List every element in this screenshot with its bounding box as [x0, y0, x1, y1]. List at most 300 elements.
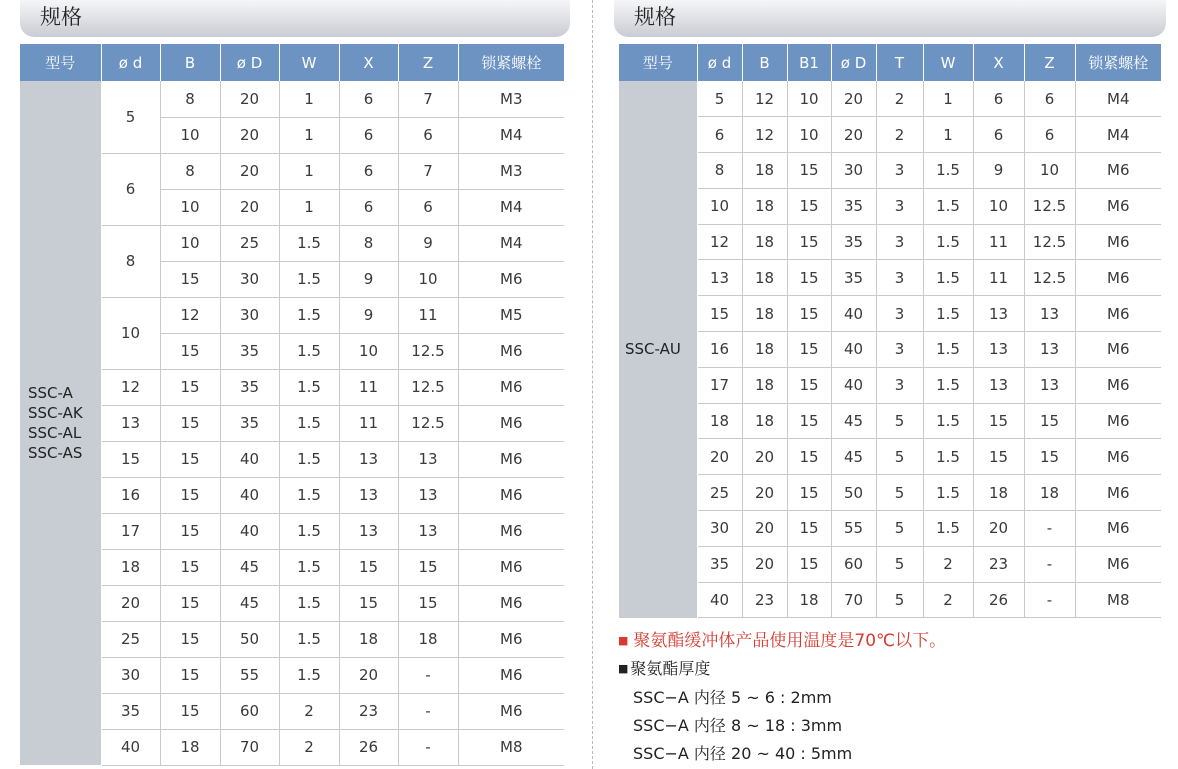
- table-cell: 35: [831, 224, 876, 260]
- table-cell: 6: [339, 153, 398, 189]
- table-cell: 12.5: [398, 369, 458, 405]
- table-cell: 25: [220, 225, 279, 261]
- table-cell: 12: [742, 81, 787, 117]
- bore-diameter-cell: 5: [101, 81, 160, 153]
- table-cell: 55: [220, 657, 279, 693]
- table-cell: 12.5: [1024, 224, 1075, 260]
- bore-diameter-cell: 13: [101, 405, 160, 441]
- table-cell: 5: [876, 511, 923, 547]
- table-row: [20, 153, 564, 189]
- table-cell: M6: [458, 513, 564, 549]
- column-header: Z: [1024, 44, 1075, 81]
- table-cell: M4: [1075, 117, 1161, 153]
- table-cell: 40: [697, 582, 742, 618]
- table-cell: 45: [220, 585, 279, 621]
- table-cell: -: [398, 729, 458, 765]
- table-cell: 15: [160, 441, 220, 477]
- table-cell: 12: [160, 297, 220, 333]
- table-cell: 55: [831, 511, 876, 547]
- table-cell: 15: [398, 585, 458, 621]
- temperature-warning: [614, 628, 1174, 654]
- table-cell: 9: [339, 297, 398, 333]
- table-cell: 6: [697, 117, 742, 153]
- table-cell: 10: [973, 188, 1024, 224]
- table-cell: 1: [923, 117, 973, 153]
- table-cell: 2: [923, 582, 973, 618]
- table-cell: 26: [339, 729, 398, 765]
- table-cell: 1.5: [279, 225, 339, 261]
- table-cell: 1.5: [279, 477, 339, 513]
- bore-diameter-cell: 15: [101, 441, 160, 477]
- table-cell: M8: [1075, 582, 1161, 618]
- table-cell: 40: [220, 513, 279, 549]
- table-cell: 15: [160, 261, 220, 297]
- table-cell: 5: [876, 475, 923, 511]
- table-row: [20, 441, 564, 477]
- bore-diameter-cell: 6: [101, 153, 160, 225]
- table-cell: 1.5: [923, 296, 973, 332]
- table-cell: 15: [787, 260, 831, 296]
- column-header: T: [876, 44, 923, 81]
- table-cell: 35: [220, 333, 279, 369]
- table-cell: 40: [831, 367, 876, 403]
- table-cell: 16: [697, 332, 742, 368]
- table-cell: 1.5: [279, 621, 339, 657]
- table-cell: M6: [458, 477, 564, 513]
- table-cell: 6: [339, 189, 398, 225]
- table-cell: 1.5: [923, 511, 973, 547]
- table-cell: 3: [876, 260, 923, 296]
- table-cell: M6: [458, 441, 564, 477]
- table-cell: 15: [787, 188, 831, 224]
- left-spec-table: [20, 44, 564, 766]
- table-cell: 15: [1024, 439, 1075, 475]
- table-cell: 15: [787, 511, 831, 547]
- table-cell: 30: [697, 511, 742, 547]
- table-row: [619, 546, 1161, 582]
- table-cell: 1.5: [279, 513, 339, 549]
- right-table-body: [619, 81, 1161, 618]
- bore-diameter-cell: 10: [101, 297, 160, 369]
- table-cell: 10: [160, 117, 220, 153]
- table-cell: 15: [398, 549, 458, 585]
- table-row: [619, 188, 1161, 224]
- column-header: 锁紧螺栓: [1075, 44, 1161, 81]
- table-row: [619, 224, 1161, 260]
- table-cell: 15: [160, 549, 220, 585]
- table-cell: 18: [339, 621, 398, 657]
- table-cell: 20: [220, 153, 279, 189]
- table-cell: 20: [973, 511, 1024, 547]
- table-cell: M6: [1075, 546, 1161, 582]
- table-cell: 35: [831, 188, 876, 224]
- table-cell: 1.5: [279, 369, 339, 405]
- table-cell: 15: [973, 403, 1024, 439]
- table-cell: 13: [398, 477, 458, 513]
- table-cell: M6: [1075, 260, 1161, 296]
- table-cell: 15: [339, 549, 398, 585]
- table-cell: 15: [787, 332, 831, 368]
- table-cell: 18: [398, 621, 458, 657]
- table-row: [20, 81, 564, 117]
- column-header: W: [279, 44, 339, 81]
- table-cell: 30: [831, 153, 876, 189]
- table-row: [619, 475, 1161, 511]
- table-cell: M6: [458, 369, 564, 405]
- table-cell: 10: [339, 333, 398, 369]
- warning-text: 聚氨酯缓冲体产品使用温度是70℃以下。: [633, 631, 947, 651]
- table-cell: 11: [973, 260, 1024, 296]
- table-cell: 8: [339, 225, 398, 261]
- table-row: [20, 297, 564, 333]
- column-header: 型号: [20, 44, 101, 81]
- table-cell: 1: [279, 117, 339, 153]
- table-row: [20, 513, 564, 549]
- table-cell: M4: [458, 225, 564, 261]
- column-header: B: [160, 44, 220, 81]
- table-cell: M6: [1075, 332, 1161, 368]
- table-cell: M8: [458, 729, 564, 765]
- table-cell: M3: [458, 81, 564, 117]
- black-square-bullet-icon: ■: [618, 662, 629, 675]
- table-cell: 9: [398, 225, 458, 261]
- table-cell: 6: [1024, 81, 1075, 117]
- table-cell: 12.5: [398, 333, 458, 369]
- table-cell: 1.5: [923, 332, 973, 368]
- table-cell: 13: [339, 441, 398, 477]
- table-cell: 5: [876, 546, 923, 582]
- table-cell: 6: [398, 117, 458, 153]
- table-row: [20, 729, 564, 765]
- table-cell: 13: [973, 296, 1024, 332]
- table-cell: 5: [697, 81, 742, 117]
- table-cell: 20: [742, 546, 787, 582]
- table-row: [619, 81, 1161, 117]
- bore-diameter-cell: 40: [101, 729, 160, 765]
- bore-diameter-cell: 17: [101, 513, 160, 549]
- bore-diameter-cell: 30: [101, 657, 160, 693]
- table-cell: 15: [787, 475, 831, 511]
- table-cell: 5: [876, 403, 923, 439]
- table-row: [20, 585, 564, 621]
- table-cell: 26: [973, 582, 1024, 618]
- table-cell: 12: [742, 117, 787, 153]
- table-row: [619, 117, 1161, 153]
- table-cell: 6: [339, 81, 398, 117]
- thickness-line: SSC−A 内径 20 ~ 40 : 5mm: [633, 744, 853, 763]
- table-row: [619, 332, 1161, 368]
- bore-diameter-cell: 16: [101, 477, 160, 513]
- table-row: [20, 549, 564, 585]
- table-cell: 1.5: [279, 585, 339, 621]
- model-name: SSC-A: [28, 384, 73, 402]
- table-cell: 10: [160, 225, 220, 261]
- table-cell: 15: [160, 657, 220, 693]
- bore-diameter-cell: 35: [101, 693, 160, 729]
- table-cell: M6: [1075, 511, 1161, 547]
- table-cell: 1.5: [279, 549, 339, 585]
- thickness-line: SSC−A 内径 5 ~ 6 : 2mm: [633, 688, 832, 707]
- column-header: Z: [398, 44, 458, 81]
- table-cell: 35: [220, 369, 279, 405]
- table-cell: M4: [458, 189, 564, 225]
- table-row: [619, 403, 1161, 439]
- table-cell: 6: [973, 117, 1024, 153]
- column-header: W: [923, 44, 973, 81]
- column-header: X: [973, 44, 1024, 81]
- table-cell: 70: [220, 729, 279, 765]
- table-cell: M6: [458, 333, 564, 369]
- table-cell: M6: [1075, 403, 1161, 439]
- table-cell: 45: [220, 549, 279, 585]
- table-cell: 15: [787, 224, 831, 260]
- table-cell: -: [1024, 511, 1075, 547]
- table-cell: M6: [458, 657, 564, 693]
- table-row: [619, 582, 1161, 618]
- right-header-row: [619, 44, 1161, 81]
- table-cell: 10: [787, 117, 831, 153]
- table-cell: 13: [973, 367, 1024, 403]
- table-cell: 35: [220, 405, 279, 441]
- table-cell: M6: [458, 261, 564, 297]
- table-cell: 15: [160, 585, 220, 621]
- table-cell: 1.5: [923, 188, 973, 224]
- table-cell: M5: [458, 297, 564, 333]
- table-row: [619, 153, 1161, 189]
- table-cell: M3: [458, 153, 564, 189]
- table-cell: 13: [697, 260, 742, 296]
- table-cell: M6: [1075, 296, 1161, 332]
- table-cell: M6: [458, 693, 564, 729]
- table-cell: M4: [458, 117, 564, 153]
- model-name: SSC-AK: [28, 404, 83, 422]
- table-row: [20, 621, 564, 657]
- table-cell: 18: [160, 729, 220, 765]
- right-spec-table: [619, 44, 1161, 618]
- column-header: X: [339, 44, 398, 81]
- table-cell: M6: [1075, 439, 1161, 475]
- table-cell: 11: [398, 297, 458, 333]
- table-cell: 1.5: [279, 333, 339, 369]
- table-row: [20, 405, 564, 441]
- table-cell: 10: [697, 188, 742, 224]
- table-cell: -: [1024, 546, 1075, 582]
- table-cell: 10: [160, 189, 220, 225]
- column-header: B1: [787, 44, 831, 81]
- table-cell: 18: [742, 224, 787, 260]
- table-row: [619, 296, 1161, 332]
- panel-divider: [592, 0, 593, 769]
- table-cell: 6: [1024, 117, 1075, 153]
- table-cell: 13: [398, 441, 458, 477]
- table-cell: M6: [1075, 188, 1161, 224]
- table-cell: M6: [1075, 224, 1161, 260]
- table-cell: 15: [339, 585, 398, 621]
- table-cell: 23: [339, 693, 398, 729]
- thickness-heading-text: 聚氨酯厚度: [630, 659, 711, 678]
- table-cell: 3: [876, 188, 923, 224]
- bore-diameter-cell: 8: [101, 225, 160, 297]
- table-cell: 2: [876, 81, 923, 117]
- thickness-line: SSC−A 内径 8 ~ 18 : 3mm: [633, 716, 843, 735]
- table-cell: 7: [398, 153, 458, 189]
- table-cell: M6: [458, 405, 564, 441]
- table-cell: 35: [697, 546, 742, 582]
- table-cell: 11: [339, 405, 398, 441]
- table-cell: 18: [973, 475, 1024, 511]
- model-cell: [619, 81, 697, 618]
- table-cell: -: [398, 657, 458, 693]
- table-cell: 50: [831, 475, 876, 511]
- table-cell: 15: [787, 546, 831, 582]
- bore-diameter-cell: 12: [101, 369, 160, 405]
- column-header: ø d: [697, 44, 742, 81]
- right-section-title: 规格: [614, 0, 1166, 37]
- table-cell: 20: [831, 81, 876, 117]
- table-cell: 15: [697, 296, 742, 332]
- table-cell: 12.5: [1024, 188, 1075, 224]
- table-cell: 10: [1024, 153, 1075, 189]
- table-row: [619, 511, 1161, 547]
- table-cell: 2: [279, 729, 339, 765]
- table-cell: 8: [160, 81, 220, 117]
- table-cell: 1.5: [279, 441, 339, 477]
- table-row: [20, 369, 564, 405]
- table-cell: M6: [458, 549, 564, 585]
- table-cell: 15: [787, 439, 831, 475]
- table-cell: 15: [160, 693, 220, 729]
- table-row: [20, 657, 564, 693]
- table-cell: 20: [742, 475, 787, 511]
- table-cell: 2: [876, 117, 923, 153]
- table-cell: 2: [279, 693, 339, 729]
- table-cell: 15: [160, 405, 220, 441]
- model-name: SSC-AU: [625, 340, 681, 359]
- table-cell: 5: [876, 582, 923, 618]
- table-cell: 15: [1024, 403, 1075, 439]
- table-cell: 1.5: [923, 475, 973, 511]
- table-cell: 13: [1024, 332, 1075, 368]
- bore-diameter-cell: 18: [101, 549, 160, 585]
- table-cell: 6: [973, 81, 1024, 117]
- table-cell: M6: [1075, 367, 1161, 403]
- table-cell: 18: [697, 403, 742, 439]
- table-cell: 1: [279, 81, 339, 117]
- table-cell: 20: [742, 439, 787, 475]
- table-cell: 3: [876, 367, 923, 403]
- column-header: ø d: [101, 44, 160, 81]
- table-cell: 30: [220, 261, 279, 297]
- table-cell: 1: [279, 153, 339, 189]
- table-cell: 3: [876, 153, 923, 189]
- table-cell: 15: [160, 369, 220, 405]
- table-cell: 35: [831, 260, 876, 296]
- table-cell: 7: [398, 81, 458, 117]
- table-row: [20, 225, 564, 261]
- table-cell: 13: [339, 513, 398, 549]
- table-cell: 12: [697, 224, 742, 260]
- table-row: [619, 367, 1161, 403]
- table-cell: 20: [220, 189, 279, 225]
- table-cell: 70: [831, 582, 876, 618]
- table-row: [619, 260, 1161, 296]
- table-cell: 20: [220, 117, 279, 153]
- table-cell: -: [1024, 582, 1075, 618]
- table-cell: 20: [742, 511, 787, 547]
- table-cell: 9: [339, 261, 398, 297]
- table-cell: 15: [160, 477, 220, 513]
- table-cell: 1.5: [279, 405, 339, 441]
- bore-diameter-cell: 20: [101, 585, 160, 621]
- bore-diameter-cell: 25: [101, 621, 160, 657]
- model-name: SSC-AS: [28, 444, 83, 462]
- table-cell: 15: [160, 621, 220, 657]
- model-cell: [20, 81, 101, 765]
- table-cell: 20: [697, 439, 742, 475]
- right-spec-panel: [614, 0, 1166, 610]
- table-cell: M6: [458, 621, 564, 657]
- table-cell: 3: [876, 296, 923, 332]
- left-section-title: 规格: [20, 0, 570, 37]
- table-cell: M6: [1075, 153, 1161, 189]
- table-cell: 1: [279, 189, 339, 225]
- table-cell: 8: [697, 153, 742, 189]
- table-cell: 40: [220, 477, 279, 513]
- table-cell: 8: [160, 153, 220, 189]
- left-table-body: [20, 81, 564, 765]
- table-cell: 10: [787, 81, 831, 117]
- table-cell: 13: [339, 477, 398, 513]
- table-cell: 15: [160, 513, 220, 549]
- table-cell: 15: [787, 296, 831, 332]
- red-square-bullet-icon: ■: [618, 634, 629, 647]
- thickness-heading: [614, 654, 1174, 684]
- left-spec-panel: [20, 0, 572, 756]
- table-cell: 13: [1024, 367, 1075, 403]
- table-cell: 1.5: [279, 261, 339, 297]
- table-cell: 12.5: [1024, 260, 1075, 296]
- table-cell: 40: [831, 332, 876, 368]
- table-cell: 18: [742, 403, 787, 439]
- table-cell: 17: [697, 367, 742, 403]
- table-cell: 1: [923, 81, 973, 117]
- table-row: [20, 477, 564, 513]
- table-cell: 18: [742, 332, 787, 368]
- table-cell: 9: [973, 153, 1024, 189]
- table-cell: 5: [876, 439, 923, 475]
- column-header: B: [742, 44, 787, 81]
- column-header: 锁紧螺栓: [458, 44, 564, 81]
- table-cell: 1.5: [923, 439, 973, 475]
- table-cell: 1.5: [923, 367, 973, 403]
- table-cell: M6: [1075, 475, 1161, 511]
- model-name: SSC-AL: [28, 424, 82, 442]
- column-header: ø D: [220, 44, 279, 81]
- table-cell: 2: [923, 546, 973, 582]
- table-cell: 13: [398, 513, 458, 549]
- table-row: [20, 693, 564, 729]
- table-cell: 15: [160, 333, 220, 369]
- table-cell: -: [398, 693, 458, 729]
- left-header-row: [20, 44, 564, 81]
- table-cell: 45: [831, 403, 876, 439]
- table-cell: 6: [398, 189, 458, 225]
- table-cell: 15: [787, 153, 831, 189]
- table-cell: 15: [973, 439, 1024, 475]
- notes-section: [614, 628, 1174, 768]
- table-cell: 1.5: [279, 297, 339, 333]
- table-cell: 20: [831, 117, 876, 153]
